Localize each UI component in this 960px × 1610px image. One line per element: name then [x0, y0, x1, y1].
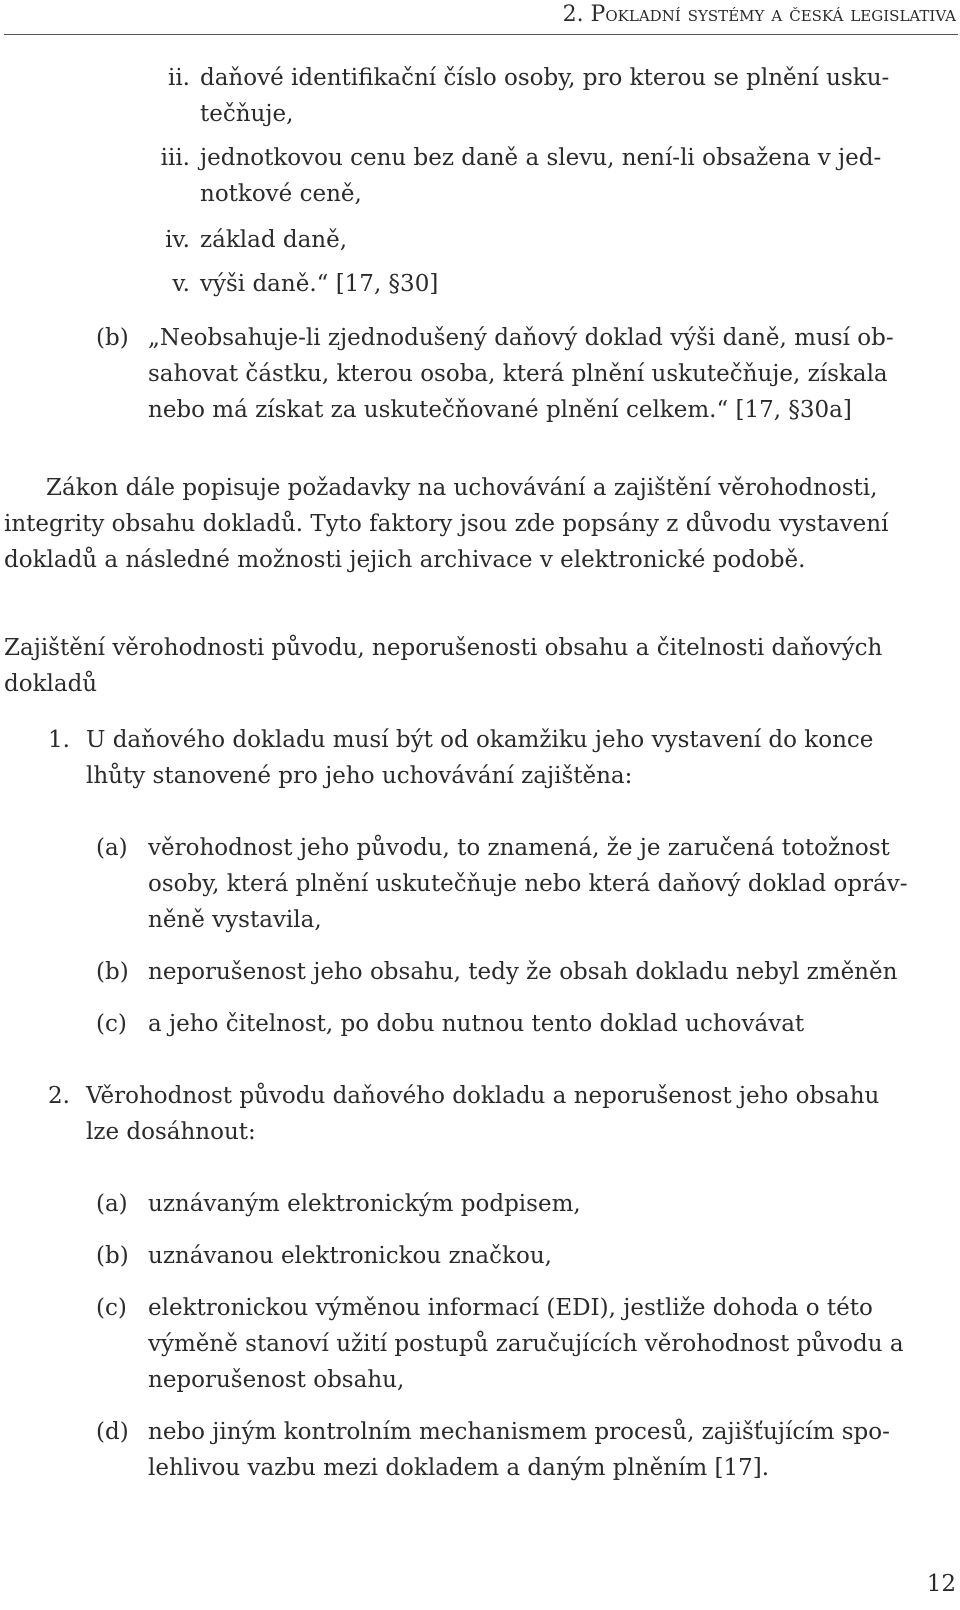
text-line: Zákon dále popisuje požadavky na uchovávání a zajištění věrohodnosti, [46, 475, 878, 501]
list-item-iv [200, 222, 347, 258]
text-line: osoby, která plnění uskutečňuje nebo která daňový doklad opráv- [148, 871, 908, 897]
subitem-label-2d: (d) [96, 1419, 129, 1445]
subitem-2b [148, 1238, 552, 1274]
running-header: 2. Pokladní systémy a česká legislativa [562, 2, 956, 27]
subitem-2a [148, 1186, 581, 1222]
text-line: Zajištění věrohodnosti původu, neporušenosti obsahu a čitelnosti daňových [4, 635, 883, 661]
list-item-iii [200, 140, 881, 212]
subitem-label-2a: (a) [96, 1191, 128, 1217]
text-line: U daňového dokladu musí být od okamžiku jeho vystavení do konce [86, 727, 874, 753]
numbered-label-2: 2. [48, 1083, 70, 1109]
text-line: integrity obsahu dokladů. Tyto faktory jsou zde popsány z důvodu vystavení [4, 511, 889, 537]
subitem-label-1c: (c) [96, 1011, 127, 1037]
list-label-ii: ii. [167, 65, 190, 91]
text-line: neporušenost obsahu, [148, 1367, 405, 1393]
text-line: notkové ceně, [200, 181, 362, 207]
list-label-iii: iii. [160, 145, 190, 171]
numbered-item-1 [86, 722, 873, 794]
text-line: a jeho čitelnost, po dobu nutnou tento doklad uchovávat [148, 1011, 805, 1037]
subitem-2c [148, 1290, 904, 1398]
numbered-label-1: 1. [48, 727, 70, 753]
text-line: dokladů [4, 671, 98, 697]
list-item-v [200, 266, 438, 302]
subitem-2d [148, 1414, 890, 1486]
text-line: dokladů a následné možnosti jejich archivace v elektronické podobě. [4, 547, 806, 573]
text-line: neporušenost jeho obsahu, tedy že obsah dokladu nebyl změněn [148, 959, 898, 985]
section-heading [4, 630, 882, 702]
item-label-b: (b) [96, 325, 129, 351]
subitem-1b [148, 954, 897, 990]
numbered-item-2 [86, 1078, 879, 1150]
text-line: lhůty stanovené pro jeho uchovávání zajištěna: [86, 763, 633, 789]
header-rule [4, 34, 958, 35]
text-line: lehlivou vazbu mezi dokladem a daným plněním [17]. [148, 1455, 770, 1481]
subitem-label-1b: (b) [96, 959, 129, 985]
text-line: sahovat částku, kterou osoba, která plnění uskutečňuje, získala [148, 361, 888, 387]
body-paragraph [4, 470, 888, 578]
subitem-1c [148, 1006, 804, 1042]
text-line: věrohodnost jeho původu, to znamená, že je zaručená totožnost [148, 835, 890, 861]
text-line: daňové identifikační číslo osoby, pro kterou se plnění usku- [200, 65, 890, 91]
text-line: něně vystavila, [148, 907, 322, 933]
subitem-label-1a: (a) [96, 835, 128, 861]
text-line: nebo má získat za uskutečňované plnění celkem.“ [17, §30a] [148, 397, 852, 423]
text-line: elektronickou výměnou informací (EDI), jestliže dohoda o této [148, 1295, 873, 1321]
text-line: Věrohodnost původu daňového dokladu a neporušenost jeho obsahu [86, 1083, 880, 1109]
text-line: výměně stanoví užití postupů zaručujících věrohodnost původu a [148, 1331, 904, 1357]
text-line: „Neobsahuje-li zjednodušený daňový doklad výši daně, musí ob- [148, 325, 894, 351]
text-line: uznávaným elektronickým podpisem, [148, 1191, 581, 1217]
text-line: uznávanou elektronickou značkou, [148, 1243, 552, 1269]
text-line: jednotkovou cenu bez daně a slevu, není-li obsažena v jed- [200, 145, 882, 171]
subitem-label-2c: (c) [96, 1295, 127, 1321]
list-item-b-quote [148, 320, 894, 428]
list-item-ii [200, 60, 889, 132]
list-label-iv: iv. [165, 227, 190, 253]
subitem-label-2b: (b) [96, 1243, 129, 1269]
text-line: lze dosáhnout: [86, 1119, 256, 1145]
subitem-1a [148, 830, 908, 938]
page-number: 12 [926, 1571, 956, 1597]
text-line: základ daně, [200, 227, 348, 253]
text-line: nebo jiným kontrolním mechanismem procesů, zajišťujícím spo- [148, 1419, 890, 1445]
text-line: výši daně.“ [17, §30] [200, 271, 439, 297]
list-label-v: v. [172, 271, 190, 297]
text-line: tečňuje, [200, 101, 294, 127]
